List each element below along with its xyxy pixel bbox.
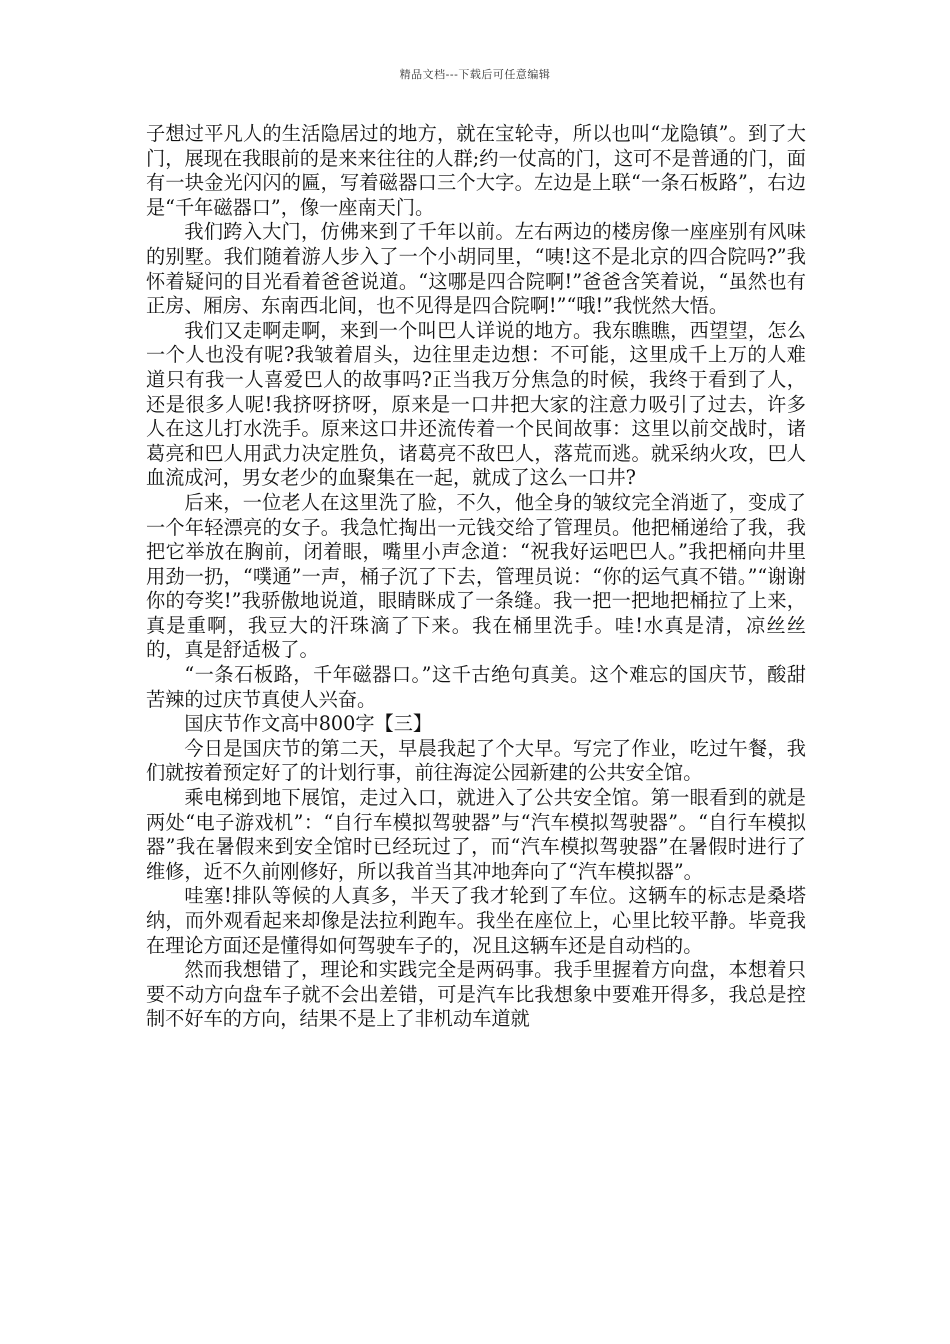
paragraph: 然而我想错了，理论和实践完全是两码事。我手里握着方向盘，本想着只要不动方向盘车子就不会出差错，可是汽车比我想象中要难开得多，我总是控制不好车的方向，结果不是上了非机动车道就 (146, 958, 806, 1031)
page-header: 精品文档---下载后可任意编辑 (399, 68, 551, 81)
document-body (146, 122, 806, 1032)
paragraph: 我们跨入大门，仿佛来到了千年以前。左右两边的楼房像一座座别有风味的别墅。我们随着游人步入了一个小胡同里，“咦!这不是北京的四合院吗?”我怀着疑问的目光看着爸爸说道。“这哪是四合院啊!”爸爸含笑着说，“虽然也有正房、厢房、东南西北间，也不见得是四合院啊!”“哦!”我恍然大悟。 (146, 220, 806, 318)
paragraph: 后来，一位老人在这里洗了脸，不久，他全身的皱纹完全消逝了，变成了一个年轻漂亮的女子。我急忙掏出一元钱交给了管理员。他把桶递给了我，我把它举放在胸前，闭着眼，嘴里小声念道：“祝我好运吧巴人。”我把桶向井里用劲一扔，“噗通”一声，桶子沉了下去，管理员说：“你的运气真不错。”“谢谢你的夸奖!”我骄傲地说道，眼睛眯成了一条缝。我一把一把地把桶拉了上来，真是重啊，我豆大的汗珠滴了下来。我在桶里洗手。哇!水真是清，凉丝丝的，真是舒适极了。 (146, 490, 806, 662)
paragraph: 我们又走啊走啊，来到一个叫巴人详说的地方。我东瞧瞧，西望望，怎么一个人也没有呢?我皱着眉头，边往里走边想：不可能，这里成千上万的人难道只有我一人喜爱巴人的故事吗?正当我万分焦急的时候，我终于看到了人，还是很多人呢!我挤呀挤呀，原来是一口井把大家的注意力吸引了过去，许多人在这儿打水洗手。原来这口井还流传着一个民间故事：这里以前交战时，诸葛亮和巴人用武力决定胜负，诸葛亮不敌巴人，落荒而逃。就采纳火攻，巴人血流成河，男女老少的血聚集在一起，就成了这么一口井? (146, 318, 806, 490)
paragraph: 哇塞!排队等候的人真多，半天了我才轮到了车位。这辆车的标志是桑塔纳，而外观看起来却像是法拉利跑车。我坐在座位上，心里比较平静。毕竟我在理论方面还是懂得如何驾驶车子的，况且这辆车还是自动档的。 (146, 884, 806, 957)
paragraph: 今日是国庆节的第二天，早晨我起了个大早。写完了作业，吃过午餐，我们就按着预定好了的计划行事，前往海淀公园新建的公共安全馆。 (146, 736, 806, 785)
paragraph: “一条石板路，千年磁器口。”这千古绝句真美。这个难忘的国庆节，酸甜苦辣的过庆节真使人兴奋。 (146, 663, 806, 711)
section-heading: 国庆节作文高中800字【三】 (184, 712, 433, 736)
paragraph: 子想过平凡人的生活隐居过的地方，就在宝轮寺，所以也叫“龙隐镇”。到了大门，展现在我眼前的是来来往往的人群;约一仗高的门，这可不是普通的门，面有一块金光闪闪的匾，写着磁器口三个大字。左边是上联“一条石板路”，右边是“千年磁器口”，像一座南天门。 (146, 122, 806, 219)
paragraph: 乘电梯到地下展馆，走过入口，就进入了公共安全馆。第一眼看到的就是两处“电子游戏机”：“自行车模拟驾驶器”与“汽车模拟驾驶器”。“自行车模拟器”我在暑假来到安全馆时已经玩过了，而“汽车模拟驾驶器”在暑假时进行了维修，近不久前刚修好，所以我首当其冲地奔向了“汽车模拟器”。 (146, 786, 806, 883)
